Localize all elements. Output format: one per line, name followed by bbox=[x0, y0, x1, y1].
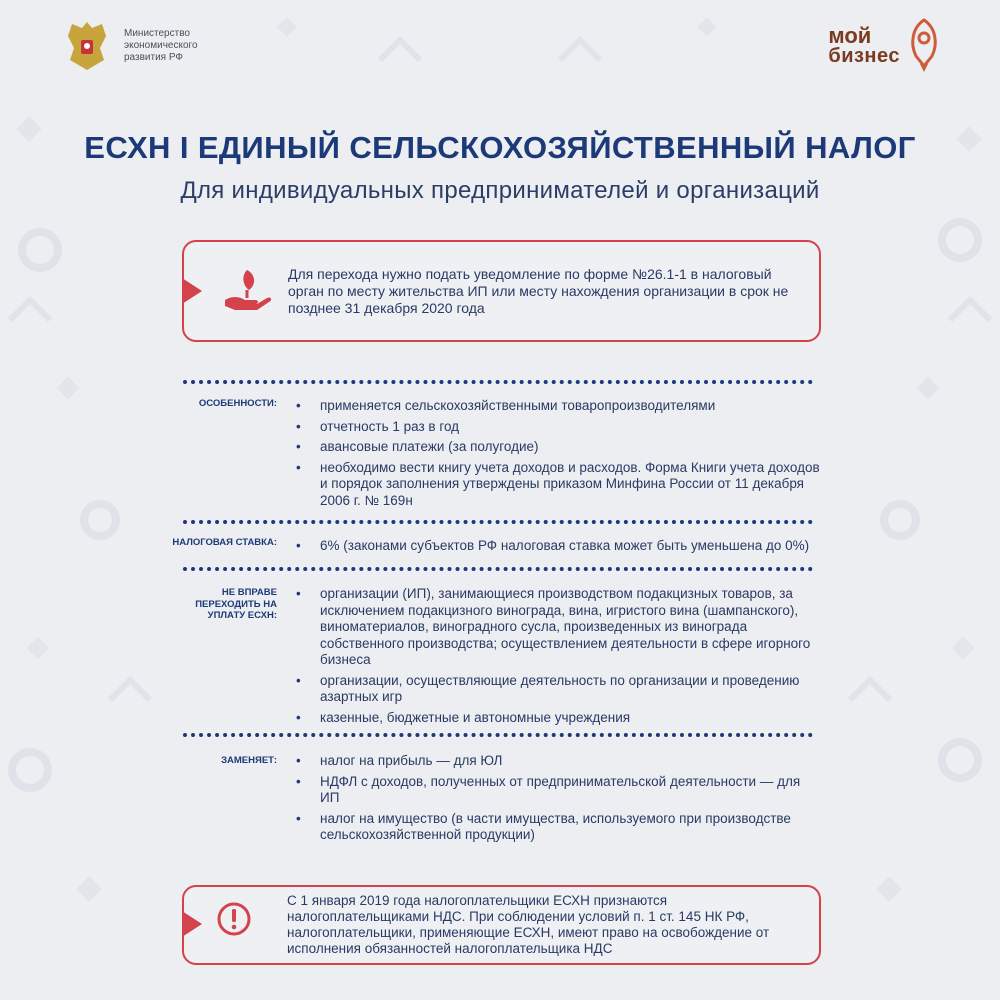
section-label-features: ОСОБЕННОСТИ: bbox=[198, 398, 277, 409]
section-label-not-eligible: НЕ ВПРАВЕ ПЕРЕХОДИТЬ НА УПЛАТУ ЕСХН: bbox=[195, 587, 277, 621]
list-item: • 6% (законами субъектов РФ налоговая ставка может быть уменьшена до 0%) bbox=[296, 538, 821, 555]
callout-arrow bbox=[182, 911, 202, 937]
list-item: • налог на прибыль — для ЮЛ bbox=[296, 753, 821, 770]
tax-rate-list bbox=[296, 538, 821, 559]
ministry-name: Министерство экономического развития РФ bbox=[124, 28, 198, 63]
section-label-tax-rate: НАЛОГОВАЯ СТАВКА: bbox=[172, 537, 277, 548]
list-item: • применяется сельскохозяйственными товаропроизводителями bbox=[296, 398, 821, 415]
vat-notice-callout bbox=[182, 885, 821, 965]
coat-of-arms-icon bbox=[64, 18, 110, 74]
transition-notice-text: Для перехода нужно подать уведомление по форме №26.1-1 в налоговый орган по месту жительства ИП или месту нахождения организации в срок не позднее 31 декабря 2020 года bbox=[288, 266, 789, 316]
dotted-divider bbox=[183, 733, 813, 737]
rocket-pin-icon bbox=[906, 18, 942, 74]
page-subtitle: Для индивидуальных предпринимателей и организаций bbox=[180, 177, 820, 204]
page-title: ЕСХН I ЕДИНЫЙ СЕЛЬСКОХОЗЯЙСТВЕННЫЙ НАЛОГ bbox=[84, 130, 916, 165]
exclamation-circle-icon bbox=[216, 901, 252, 937]
list-item: • необходимо вести книгу учета доходов и расходов. Форма Книги учета доходов и порядок заполнения утверждены приказом Минфина России от 11 декабря 2006 г. № 169н bbox=[296, 460, 821, 510]
brand-line1: мой bbox=[828, 23, 872, 48]
list-item: • отчетность 1 раз в год bbox=[296, 419, 821, 436]
section-label-replaces: ЗАМЕНЯЕТ: bbox=[221, 755, 277, 766]
ministry-logo bbox=[64, 18, 234, 74]
callout-arrow bbox=[182, 278, 202, 304]
list-item: • налог на имущество (в части имущества, используемого при производстве сельскохозяйственной продукции) bbox=[296, 811, 821, 844]
hand-with-plant-icon bbox=[221, 264, 273, 316]
list-item: • авансовые платежи (за полугодие) bbox=[296, 439, 821, 456]
list-item: • НДФЛ с доходов, полученных от предпринимательской деятельности — для ИП bbox=[296, 774, 821, 807]
features-list bbox=[296, 398, 821, 513]
not-eligible-list bbox=[296, 586, 821, 730]
dotted-divider bbox=[183, 567, 813, 571]
replaces-list bbox=[296, 753, 821, 848]
brand-line2: бизнес bbox=[828, 45, 900, 67]
list-item: • казенные, бюджетные и автономные учреждения bbox=[296, 710, 821, 727]
list-item: • организации, осуществляющие деятельность по организации и проведению азартных игр bbox=[296, 673, 821, 706]
vat-notice-text: С 1 января 2019 года налогоплательщики ЕСХН признаются налогоплательщиками НДС. При соблюдении условий п. 1 ст. 145 НК РФ, налогоплательщики, применяющие ЕСХН, имеют право на освобождение от исполнения обязанностей налогоплательщика НДС bbox=[287, 893, 770, 956]
dotted-divider bbox=[183, 380, 813, 384]
transition-notice-callout bbox=[182, 240, 821, 342]
list-item: • организации (ИП), занимающиеся производством подакцизных товаров, за исключением подакцизного винограда, вина, игристого вина (шампанского), виноматериалов, виноградного сусла, произведенных из винограда собственного производства; осуществлением деятельности в сфере игорного бизнеса bbox=[296, 586, 821, 669]
dotted-divider bbox=[183, 520, 813, 524]
brand-logo bbox=[828, 18, 942, 74]
